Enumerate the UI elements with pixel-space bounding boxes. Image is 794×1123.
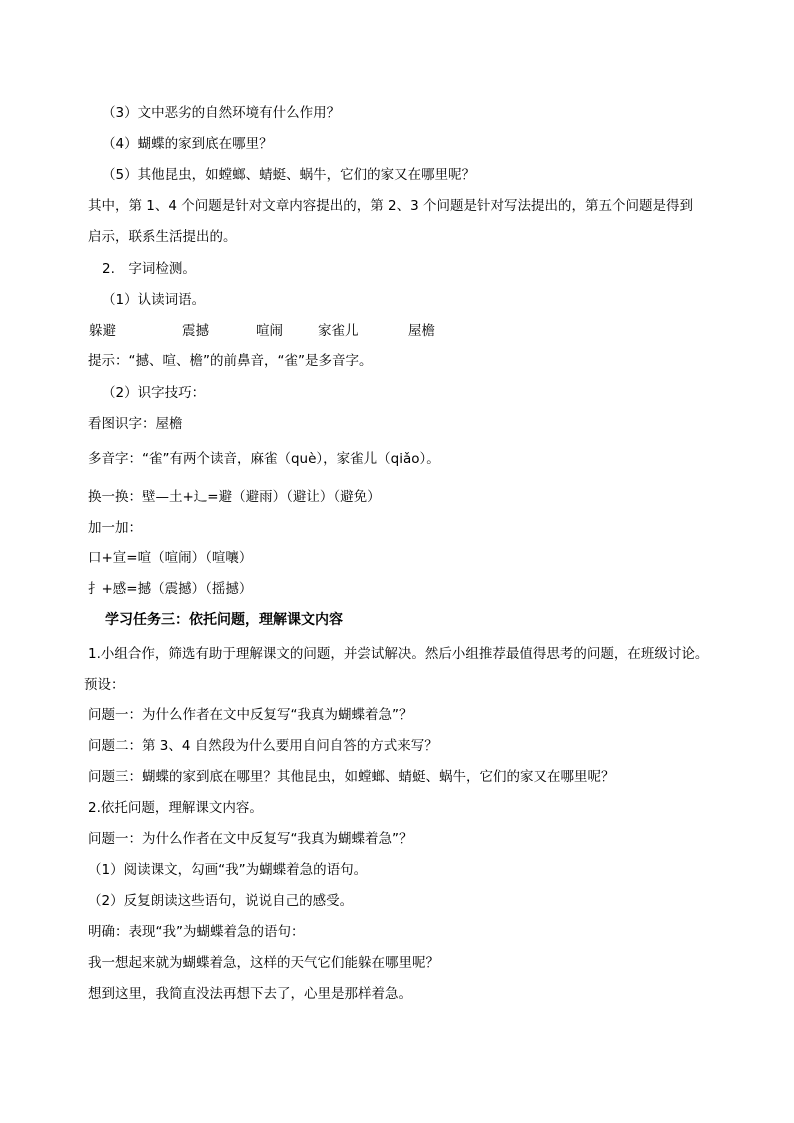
sub-step-1: （1）阅读课文，勾画“我”为蝴蝶着急的语句。	[88, 862, 368, 878]
picture-recognition: 看图识字：屋檐	[88, 416, 183, 432]
read-words-label: （1）认读词语。	[102, 292, 206, 308]
issue-2: 问题二：第 3、4 自然段为什么要用自问自答的方式来写？	[88, 738, 438, 754]
issue-1: 问题一：为什么作者在文中反复写“我真为蝴蝶着急”？	[88, 707, 413, 723]
vocab-word: 屋檐	[408, 323, 435, 339]
quote-1: 我一想起来就为蝴蝶着急，这样的天气它们能躲在哪里呢？	[88, 955, 439, 971]
add-example-2: 扌+感=撼（震撼）（摇撼）	[88, 581, 253, 597]
issue-3: 问题三：蝴蝶的家到底在哪里？其他昆虫，如螳螂、蜻蜓、蜗牛，它们的家又在哪里呢？	[88, 769, 615, 785]
task3-heading: 学习任务三：依托问题，理解课文内容	[105, 612, 343, 628]
vocab-word: 喧闹	[256, 323, 283, 339]
issue-1-repeat: 问题一：为什么作者在文中反复写“我真为蝴蝶着急”？	[88, 831, 413, 847]
vocab-word: 家雀儿	[318, 323, 359, 339]
swap-note: 换一换：壁—土+辶=避（避雨）（避让）（避免）	[88, 489, 381, 505]
question-5: （5）其他昆虫，如螳螂、蜻蜓、蜗牛，它们的家又在哪里呢？	[102, 167, 476, 183]
step-1: 1.小组合作，筛选有助于理解课文的问题，并尝试解决。然后小组推荐最值得思考的问题，在班级讨论。	[88, 646, 709, 662]
tip-text: 提示：“撼、喧、檐”的前鼻音，“雀”是多音字。	[88, 353, 373, 369]
clarify-label: 明确：表现“我”为蝴蝶着急的语句：	[88, 924, 305, 940]
polyphone-note: 多音字：“雀”有两个读音，麻雀（què），家雀儿（qiǎo）。	[88, 451, 440, 467]
summary-line-1: 其中，第 1、4 个问题是针对文章内容提出的，第 2、3 个问题是针对写法提出的，第五个问题是得到	[88, 198, 694, 214]
skills-label: （2）识字技巧：	[102, 385, 206, 401]
summary-line-2: 启示，联系生活提出的。	[88, 229, 237, 245]
word-test-heading: 2. 字词检测。	[102, 261, 196, 277]
sub-step-2: （2）反复朗读这些语句，说说自己的感受。	[88, 893, 354, 909]
quote-2: 想到这里，我简直没法再想下去了，心里是那样着急。	[88, 986, 412, 1002]
add-label: 加一加：	[88, 520, 142, 536]
vocabulary-row	[0, 322, 794, 340]
preset-label: 预设：	[84, 677, 125, 693]
vocab-word: 震撼	[182, 323, 209, 339]
step-2: 2.依托问题，理解课文内容。	[88, 800, 263, 816]
question-3: （3）文中恶劣的自然环境有什么作用？	[102, 105, 341, 121]
vocab-word: 躲避	[89, 323, 116, 339]
question-4: （4）蝴蝶的家到底在哪里？	[102, 136, 273, 152]
add-example-1: 口+宣=喧（喧闹）（喧嚷）	[88, 550, 253, 566]
